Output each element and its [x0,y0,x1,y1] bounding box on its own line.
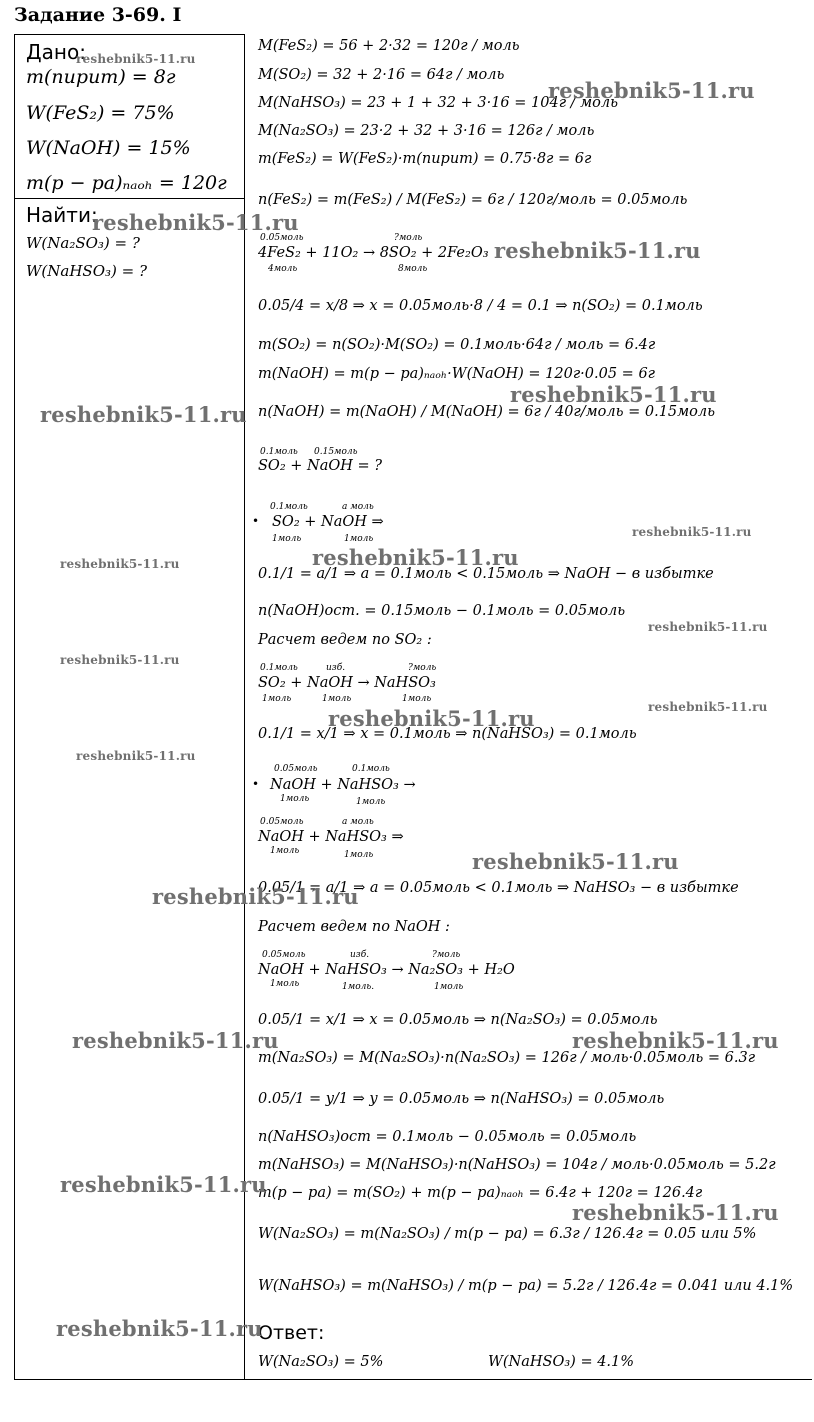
watermark: reshebnik5-11.ru [76,749,196,763]
solution-line: W(Na₂SO₃) = m(Na₂SO₃) / m(p − pa) = 6.3г / 126.4г = 0.05 или 5% [258,1226,757,1242]
annotation: 1моль. [342,982,375,992]
annotation: 1моль [262,694,292,704]
watermark: reshebnik5-11.ru [60,653,180,667]
watermark: reshebnik5-11.ru [152,884,359,909]
watermark: reshebnik5-11.ru [312,545,519,570]
solution-line: 0.05/1 = y/1 ⇒ y = 0.05моль ⇒ n(NaHSO₃) = 0.05моль [258,1091,665,1107]
annotation: 1моль [344,534,374,544]
reaction-line: NaOH + NaHSO₃ → Na₂SO₃ + H₂O [258,962,515,978]
annotation: 0.15моль [314,447,358,457]
given-item: W(FeS₂) = 75% [26,102,175,124]
reaction-line: SO₂ + NaOH = ? [258,458,383,474]
given-top-border [14,34,245,35]
find-heading: Найти: [26,203,98,227]
watermark: reshebnik5-11.ru [494,238,701,263]
solution-line: 0.05/1 = x/1 ⇒ x = 0.05моль ⇒ n(Na₂SO₃) = 0.05моль [258,1012,658,1028]
solution-line: m(SO₂) = n(SO₂)·M(SO₂) = 0.1моль·64г / моль = 6.4г [258,337,656,353]
watermark: reshebnik5-11.ru [648,620,768,634]
answer-item: W(Na₂SO₃) = 5% [258,1354,384,1370]
annotation: 0.05моль [262,950,306,960]
watermark: reshebnik5-11.ru [40,402,247,427]
solution-line: m(NaOH) = m(p − pa)ₙₐₒₕ·W(NaOH) = 120г·0.05 = 6г [258,366,655,382]
annotation: 4моль [268,264,298,274]
solution-line: n(NaHSO₃)ост = 0.1моль − 0.05моль = 0.05моль [258,1129,637,1145]
solution-line: M(SO₂) = 32 + 2·16 = 64г / моль [258,67,505,83]
watermark: reshebnik5-11.ru [472,849,679,874]
annotation: изб. [350,950,370,960]
solution-line: M(Na₂SO₃) = 23·2 + 32 + 3·16 = 126г / моль [258,123,595,139]
annotation: ?моль [394,233,423,243]
solution-line: m(Na₂SO₃) = M(Na₂SO₃)·n(Na₂SO₃) = 126г / моль·0.05моль = 6.3г [258,1050,756,1066]
solution-line: m(NaHSO₃) = M(NaHSO₃)·n(NaHSO₃) = 104г / моль·0.05моль = 5.2г [258,1157,776,1173]
watermark: reshebnik5-11.ru [548,78,755,103]
annotation: 1моль [280,794,310,804]
annotation: 0.1моль [352,764,390,774]
given-item: m(пирит) = 8г [26,66,176,88]
bullet: • [252,777,260,791]
reaction-line: NaOH + NaHSO₃ ⇒ [258,829,404,845]
reaction-line: SO₂ + NaOH ⇒ [272,514,384,530]
annotation: 0.1моль [260,447,298,457]
answer-item: W(NaHSO₃) = 4.1% [488,1354,635,1370]
annotation: 1моль [322,694,352,704]
annotation: 0.05моль [260,817,304,827]
watermark: reshebnik5-11.ru [648,700,768,714]
solution-line: n(NaOH)ост. = 0.15моль − 0.1моль = 0.05моль [258,603,626,619]
annotation: ?моль [432,950,461,960]
reaction-line: 4FeS₂ + 11O₂ → 8SO₂ + 2Fe₂O₃ [258,245,489,261]
annotation: 1моль [270,846,300,856]
given-item: W(NaOH) = 15% [26,137,191,159]
solution-line: 0.05/1 = a/1 ⇒ a = 0.05моль < 0.1моль ⇒ NaHSO₃ − в избытке [258,880,739,896]
given-item: m(p − pa)ₙₐₒₕ = 120г [26,172,227,194]
annotation: 8моль [398,264,428,274]
solution-line: 0.1/1 = x/1 ⇒ x = 0.1моль ⇒ n(NaHSO₃) = 0.1моль [258,726,637,742]
solution-line: W(NaHSO₃) = m(NaHSO₃) / m(p − pa) = 5.2г / 126.4г = 0.041 или 4.1% [258,1278,794,1294]
watermark: reshebnik5-11.ru [572,1200,779,1225]
reaction-line: SO₂ + NaOH → NaHSO₃ [258,675,436,691]
watermark: reshebnik5-11.ru [72,1028,279,1053]
annotation: 1моль [272,534,302,544]
calculation-note: Расчет ведем по NaOH : [258,919,450,935]
annotation: ?моль [408,663,437,673]
watermark: reshebnik5-11.ru [76,52,196,66]
watermark: reshebnik5-11.ru [56,1316,263,1341]
annotation: 0.05моль [260,233,304,243]
solution-line: 0.1/1 = a/1 ⇒ a = 0.1моль < 0.15моль ⇒ NaOH − в избытке [258,566,714,582]
reaction-line: NaOH + NaHSO₃ → [270,777,416,793]
answer-heading: Ответ: [258,1322,325,1344]
annotation: 1моль [270,979,300,989]
annotation: a моль [342,502,374,512]
watermark: reshebnik5-11.ru [92,210,299,235]
annotation: 1моль [356,797,386,807]
given-heading: Дано: [26,40,86,64]
watermark: reshebnik5-11.ru [510,382,717,407]
solution-line: 0.05/4 = x/8 ⇒ x = 0.05моль·8 / 4 = 0.1 ⇒ n(SO₂) = 0.1моль [258,298,703,314]
solution-line: n(NaOH) = m(NaOH) / M(NaOH) = 6г / 40г/моль = 0.15моль [258,404,716,420]
task-title: Задание 3-69. I [14,4,182,26]
annotation: 0.05моль [274,764,318,774]
given-find-divider [14,198,245,199]
solution-line: m(p − pa) = m(SO₂) + m(p − pa)ₙₐₒₕ = 6.4г + 120г = 126.4г [258,1185,703,1201]
solution-line: m(FeS₂) = W(FeS₂)·m(пирит) = 0.75·8г = 6г [258,151,592,167]
annotation: 1моль [344,850,374,860]
watermark: reshebnik5-11.ru [572,1028,779,1053]
solution-line: M(FeS₂) = 56 + 2·32 = 120г / моль [258,38,520,54]
solution-line: M(NaHSO₃) = 23 + 1 + 32 + 3·16 = 104г / моль [258,95,619,111]
bullet: • [252,514,260,528]
watermark: reshebnik5-11.ru [632,525,752,539]
annotation: a моль [342,817,374,827]
calculation-note: Расчет ведем по SO₂ : [258,632,432,648]
find-item: W(NaHSO₃) = ? [26,262,148,280]
annotation: 1моль [434,982,464,992]
annotation: 1моль [402,694,432,704]
find-item: W(Na₂SO₃) = ? [26,234,140,252]
annotation: 0.1моль [260,663,298,673]
annotation: изб. [326,663,346,673]
watermark: reshebnik5-11.ru [60,557,180,571]
annotation: 0.1моль [270,502,308,512]
watermark: reshebnik5-11.ru [328,706,535,731]
watermark: reshebnik5-11.ru [60,1172,267,1197]
solution-line: n(FeS₂) = m(FeS₂) / M(FeS₂) = 6г / 120г/моль = 0.05моль [258,192,688,208]
